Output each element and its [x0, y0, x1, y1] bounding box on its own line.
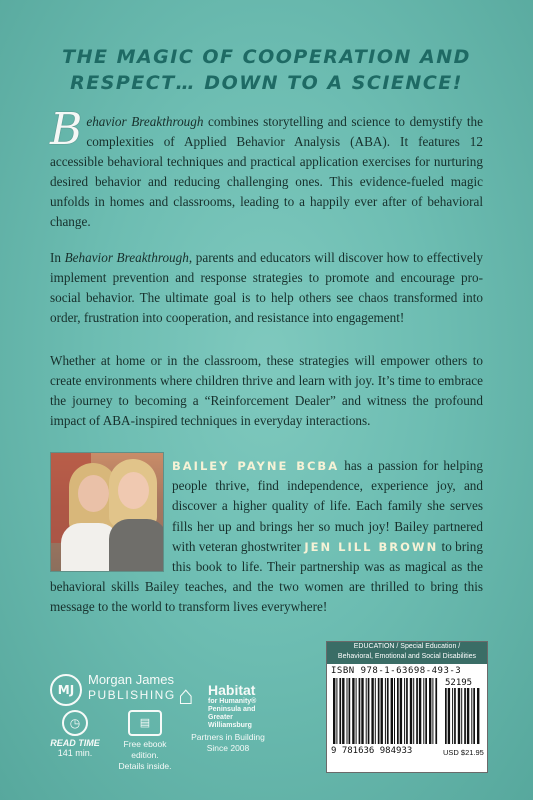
publisher-sub: PUBLISHING [88, 688, 176, 702]
book-title: ehavior Breakthrough [86, 114, 204, 129]
ebook-line-2: Details inside. [118, 761, 172, 771]
description-paragraph-1 [50, 104, 483, 232]
ebook-badge [110, 710, 180, 772]
publisher-monogram-icon: MJ [50, 674, 82, 706]
drop-cap: B [50, 104, 83, 155]
isbn-text: ISBN 978-1-63698-493-3 [331, 666, 462, 676]
read-time-value: 141 min. [57, 748, 93, 758]
coauthor-name: JEN LILL BROWN [304, 539, 439, 554]
headline-line-2: RESPECT… DOWN TO A SCIENCE! [70, 72, 463, 94]
barcode-category: EDUCATION / Special Education / Behavioral, Emotional and Social Disabilities [327, 642, 487, 664]
paragraph-text: Whether at home or in the classroom, these strategies will empower others to create environments where children thrive and learn with joy. It’s time to embrace the journey to becoming a “Reinforcement Dealer” and witness the profound impact of ABA-inspired techniques in everyday interactions. [50, 353, 483, 428]
publisher-logo [50, 670, 180, 710]
author-bio [50, 456, 483, 618]
price-text: USD $21.95 [443, 748, 484, 757]
read-time-label: READ TIME [50, 738, 100, 748]
paragraph-text: , parents and educators will discover how to effectively implement prevention and response strategies to promote and encourage pro-social behavior. The ultimate goal is to help others see chaos transformed into order, frustration into cooperation, and resistance into engagement! [50, 250, 483, 325]
price-code: 52195 [445, 678, 473, 688]
book-title: Behavior Breakthrough [64, 250, 189, 265]
book-icon: ▤ [128, 710, 162, 736]
ebook-line-1: Free ebook edition. [123, 739, 167, 760]
paragraph-text: combines storytelling and science to demystify the complexities of Applied Behavior Analysis (ABA). It features 12 accessible behavioral techniques and practical application exercises for nurturing desired behavior and reducing challenging ones. This evidence-fueled magic unfolds in homes and classrooms, leading to a happily ever after of behavioral change. [50, 114, 483, 229]
clock-icon: ◷ [62, 710, 88, 736]
barcode-number: 9 781636 984933 [331, 746, 413, 756]
barcode-icon [333, 678, 438, 744]
habitat-logo [178, 680, 278, 790]
read-time-badge [50, 710, 100, 758]
author-name: BAILEY PAYNE BCBA [172, 459, 340, 473]
publisher-name: Morgan James [88, 672, 174, 687]
description-paragraph-3 [50, 351, 483, 431]
habitat-title: Habitat [208, 682, 256, 698]
barcode-box [326, 641, 488, 773]
habitat-tagline: Partners in Building Since 2008 [191, 732, 265, 753]
house-icon: ⌂ [178, 680, 194, 710]
headline [0, 44, 533, 96]
description-paragraph-2 [50, 248, 483, 328]
headline-line-1: THE MAGIC OF COOPERATION AND [62, 46, 471, 68]
paragraph-lead: In [50, 250, 65, 265]
addon-barcode-icon [445, 688, 481, 744]
habitat-sub: for Humanity® Peninsula and Greater Williamsburg [208, 698, 257, 729]
bio-text-1: has a passion for helping people thrive, find independence, experience joy, and discover a higher quality of life. Each family she serves fills her up and brings her so much joy! Bailey partnered with veteran ghostwriter [172, 458, 483, 554]
bio-text-2: to bring this book to life. Their partnership was as magical as the behavioral skills Bailey teaches, and the two women are thrilled to bring this message to the world to transform lives everywhere! [50, 538, 483, 615]
